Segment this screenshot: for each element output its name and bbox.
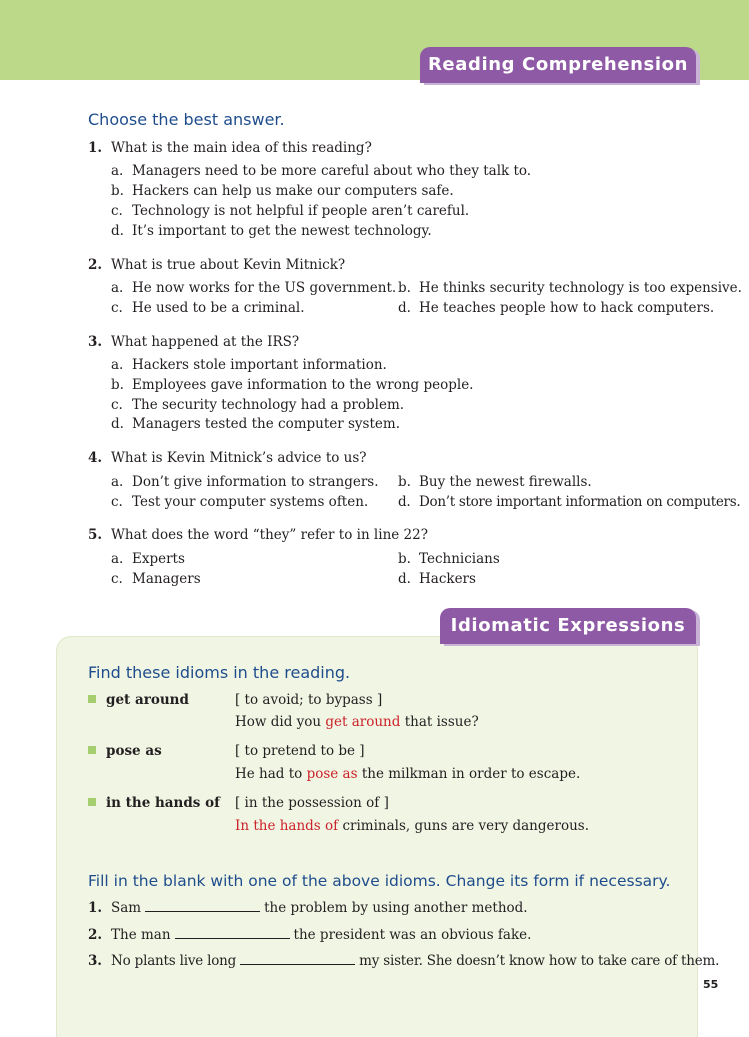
option-letter: b.: [111, 183, 124, 199]
option-text: The security technology had a problem.: [132, 397, 405, 413]
fill-text-before: The man: [111, 927, 171, 943]
answer-blank[interactable]: [175, 926, 290, 939]
option-text: He used to be a criminal.: [132, 300, 305, 316]
option-letter: b.: [398, 280, 411, 296]
example-idiom: pose as: [306, 766, 358, 782]
question-number: 2.: [88, 257, 103, 273]
option-letter: a.: [111, 357, 124, 373]
square-bullet-icon: [88, 746, 96, 754]
answer-blank[interactable]: [145, 899, 260, 912]
option-letter: d.: [398, 300, 411, 316]
option-letter: b.: [398, 474, 411, 490]
answer-option: [398, 278, 742, 298]
answer-option: [398, 569, 476, 589]
option-letter: d.: [398, 571, 411, 587]
option-text: Employees gave information to the wrong people.: [132, 377, 474, 393]
idiom-definition: [ to pretend to be ]: [235, 743, 365, 759]
option-text: Hackers: [419, 571, 476, 587]
answer-blank[interactable]: [240, 952, 355, 965]
example-idiom: In the hands of: [235, 818, 339, 834]
idiom-term-row: [88, 741, 162, 761]
item-number: 1.: [88, 900, 103, 916]
reading-comprehension-tab: Reading Comprehension: [420, 47, 696, 83]
idiom-term: in the hands of: [106, 795, 220, 811]
idiom-definition: [ in the possession of ]: [235, 795, 389, 811]
answer-option: [111, 472, 379, 492]
answer-option: [398, 298, 714, 318]
example-text: criminals, guns are very dangerous.: [338, 818, 590, 834]
answer-option: [111, 201, 469, 221]
answer-option: [111, 375, 473, 395]
option-text: Buy the newest firewalls.: [419, 474, 592, 490]
square-bullet-icon: [88, 798, 96, 806]
answer-option: [111, 221, 432, 241]
question-number: 5.: [88, 527, 103, 543]
fill-text-after: my sister. She doesn’t know how to take care of them.: [359, 953, 720, 969]
question-number: 3.: [88, 334, 103, 350]
question-number: 4.: [88, 450, 103, 466]
option-text: Don’t store important information on computers.: [419, 494, 741, 510]
idiom-term: get around: [106, 692, 189, 708]
fill-text-before: Sam: [111, 900, 142, 916]
answer-option: [398, 549, 500, 569]
option-letter: d.: [111, 223, 124, 239]
answer-option: [111, 298, 305, 318]
item-number: 2.: [88, 927, 103, 943]
answer-option: [398, 492, 740, 512]
question: [88, 255, 345, 275]
option-letter: a.: [111, 163, 124, 179]
fill-text-before: No plants live long: [111, 953, 237, 969]
option-text: He thinks security technology is too expensive.: [419, 280, 742, 296]
example-text: that issue?: [400, 714, 479, 730]
option-text: He teaches people how to hack computers.: [419, 300, 715, 316]
idioms-instruction: Find these idioms in the reading.: [88, 663, 351, 682]
option-text: Experts: [132, 551, 185, 567]
example-text: the milkman in order to escape.: [357, 766, 581, 782]
idiom-term-row: [88, 690, 189, 710]
answer-option: [111, 569, 201, 589]
question: [88, 448, 367, 468]
option-text: Managers tested the computer system.: [132, 416, 400, 432]
example-text: He had to: [235, 766, 307, 782]
answer-option: [111, 355, 387, 375]
answer-option: [111, 549, 185, 569]
option-text: He now works for the US government.: [132, 280, 397, 296]
option-text: Technology is not helpful if people aren’t careful.: [132, 203, 470, 219]
option-text: Technicians: [419, 551, 500, 567]
option-letter: c.: [111, 203, 123, 219]
option-letter: a.: [111, 551, 124, 567]
example-text: How did you: [235, 714, 326, 730]
option-text: Managers need to be more careful about who they talk to.: [132, 163, 532, 179]
page-number: 55: [703, 978, 719, 991]
option-letter: b.: [398, 551, 411, 567]
fill-text-after: the problem by using another method.: [264, 900, 528, 916]
option-letter: d.: [111, 416, 124, 432]
idiom-term-row: [88, 793, 220, 813]
option-letter: c.: [111, 571, 123, 587]
idiom-example: [235, 764, 580, 784]
question: [88, 525, 428, 545]
fill-instruction: Fill in the blank with one of the above idioms. Change its form if necessary.: [88, 872, 671, 890]
option-letter: c.: [111, 494, 123, 510]
section-instruction: Choose the best answer.: [88, 110, 285, 129]
fill-text-after: the president was an obvious fake.: [293, 927, 532, 943]
idiom-term: pose as: [106, 743, 162, 759]
question-text: What does the word “they” refer to in line 22?: [111, 527, 428, 543]
option-letter: a.: [111, 280, 124, 296]
fill-item: [88, 898, 528, 918]
question-text: What is true about Kevin Mitnick?: [111, 257, 346, 273]
idiomatic-expressions-tab: Idiomatic Expressions: [440, 608, 696, 644]
answer-option: [111, 278, 396, 298]
option-text: Don’t give information to strangers.: [132, 474, 379, 490]
answer-option: [111, 492, 368, 512]
question-number: 1.: [88, 140, 103, 156]
option-letter: b.: [111, 377, 124, 393]
fill-item: [88, 951, 719, 971]
question-text: What is Kevin Mitnick’s advice to us?: [111, 450, 367, 466]
answer-option: [111, 395, 404, 415]
answer-option: [398, 472, 592, 492]
question: [88, 332, 299, 352]
question-text: What happened at the IRS?: [111, 334, 300, 350]
item-number: 3.: [88, 953, 102, 969]
option-letter: d.: [398, 494, 411, 510]
option-letter: c.: [111, 397, 123, 413]
question-text: What is the main idea of this reading?: [111, 140, 372, 156]
option-text: Hackers can help us make our computers safe.: [132, 183, 454, 199]
option-text: Hackers stole important information.: [132, 357, 387, 373]
idiom-example: [235, 712, 479, 732]
idiom-example: [235, 816, 589, 836]
option-text: It’s important to get the newest technology.: [132, 223, 432, 239]
fill-item: [88, 925, 531, 945]
example-idiom: get around: [325, 714, 401, 730]
answer-option: [111, 414, 400, 434]
answer-option: [111, 161, 531, 181]
option-letter: a.: [111, 474, 124, 490]
option-text: Managers: [132, 571, 201, 587]
answer-option: [111, 181, 454, 201]
idiom-definition: [ to avoid; to bypass ]: [235, 692, 383, 708]
option-letter: c.: [111, 300, 123, 316]
question: [88, 138, 372, 158]
option-text: Test your computer systems often.: [132, 494, 369, 510]
square-bullet-icon: [88, 695, 96, 703]
